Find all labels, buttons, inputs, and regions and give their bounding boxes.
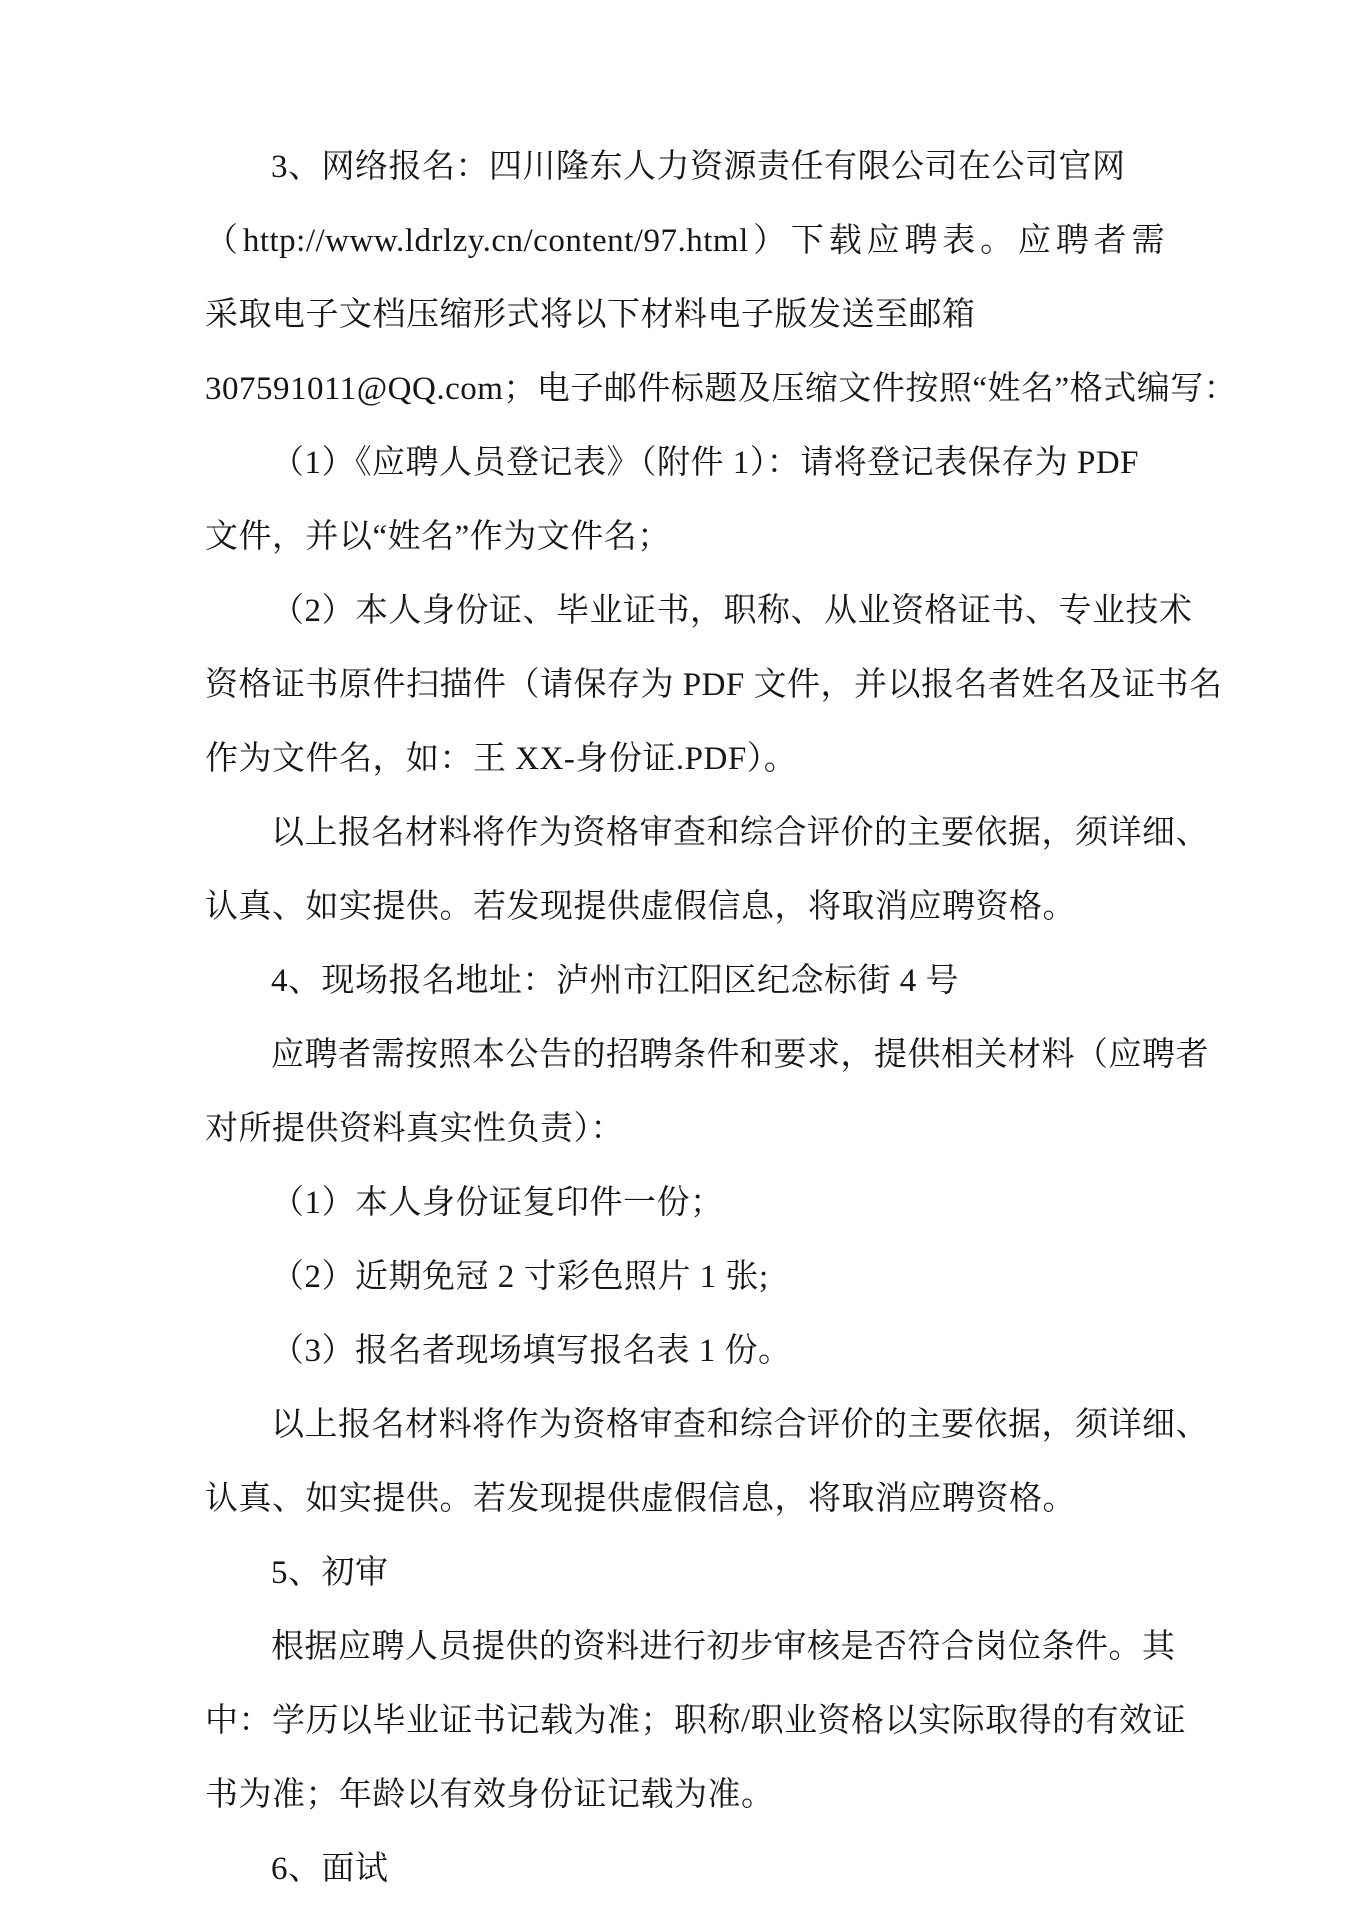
- text-line: 书为准；年龄以有效身份证记载为准。: [205, 1777, 775, 1813]
- text-line: 6、面试: [271, 1851, 389, 1887]
- text-line: 以上报名材料将作为资格审查和综合评价的主要依据，须详细、: [271, 815, 1209, 851]
- text-line: （http://www.ldrlzy.cn/content/97.html）下载应聘表。应聘者需: [205, 223, 1165, 259]
- text-line: 对所提供资料真实性负责）：: [205, 1111, 624, 1147]
- text-line: 307591011@QQ.com；电子邮件标题及压缩文件按照“姓名”格式编写：: [205, 371, 1238, 407]
- text-line: 资格证书原件扫描件（请保存为 PDF 文件，并以报名者姓名及证书名: [205, 667, 1223, 703]
- text-line: 认真、如实提供。若发现提供虚假信息，将取消应聘资格。: [205, 1481, 1076, 1517]
- text-line: 文件，并以“姓名”作为文件名；: [205, 519, 671, 555]
- text-line: 3、网络报名：四川隆东人力资源责任有限公司在公司官网: [271, 149, 1126, 185]
- text-line: 应聘者需按照本公告的招聘条件和要求，提供相关材料（应聘者: [271, 1037, 1209, 1073]
- document-text-block: [205, 130, 1238, 1906]
- text-line: （1）《应聘人员登记表》（附件 1）：请将登记表保存为 PDF: [271, 445, 1140, 481]
- text-line: 中：学历以毕业证书记载为准；职称/职业资格以实际取得的有效证: [205, 1703, 1187, 1739]
- text-line: （1）本人身份证复印件一份；: [271, 1185, 724, 1221]
- text-line: （3）报名者现场填写报名表 1 份。: [271, 1333, 792, 1369]
- text-line: 4、现场报名地址：泸州市江阳区纪念标街 4 号: [271, 963, 959, 999]
- text-line: 根据应聘人员提供的资料进行初步审核是否符合岗位条件。其: [271, 1629, 1176, 1665]
- text-line: （2）本人身份证、毕业证书，职称、从业资格证书、专业技术: [271, 593, 1193, 629]
- text-line: 作为文件名，如：王 XX-身份证.PDF）。: [205, 741, 798, 777]
- text-line: 采取电子文档压缩形式将以下材料电子版发送至邮箱: [205, 297, 976, 333]
- text-line: 以上报名材料将作为资格审查和综合评价的主要依据，须详细、: [271, 1407, 1209, 1443]
- text-line: （2）近期免冠 2 寸彩色照片 1 张;: [271, 1259, 769, 1295]
- text-line: 5、初审: [271, 1555, 389, 1591]
- text-line: 认真、如实提供。若发现提供虚假信息，将取消应聘资格。: [205, 889, 1076, 925]
